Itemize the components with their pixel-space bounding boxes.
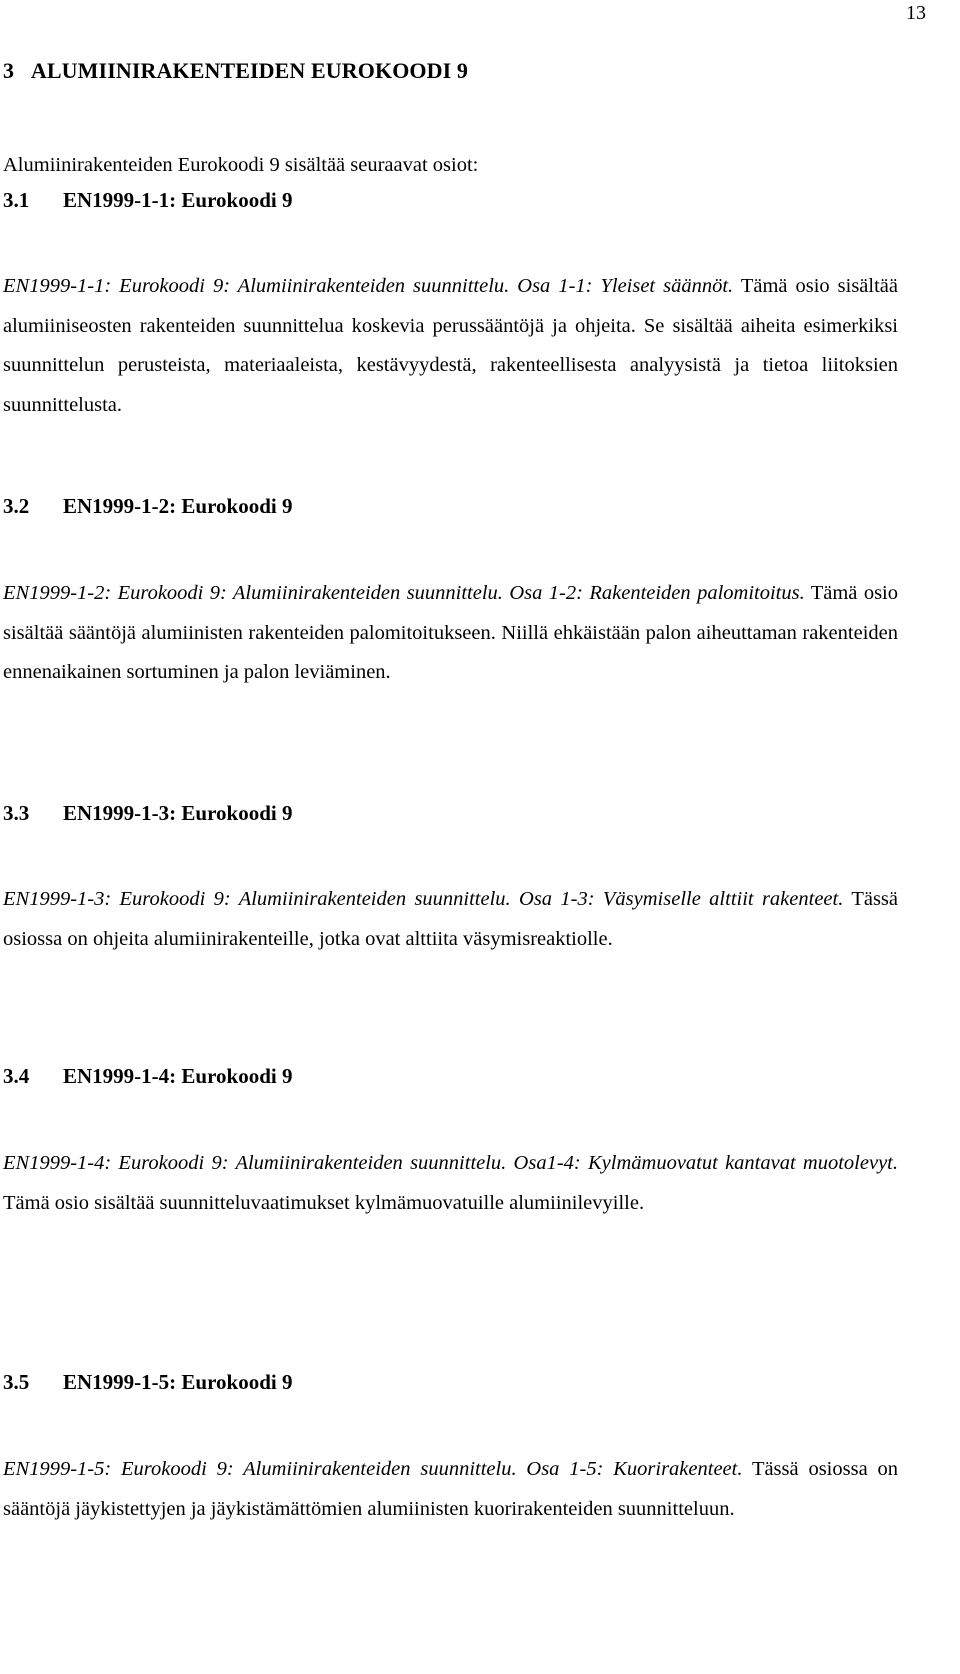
- section-heading-3-1: [3, 188, 292, 213]
- section-number: 3.5: [3, 1370, 30, 1394]
- chapter-number: 3: [3, 58, 15, 83]
- section-body-3-5: [3, 1450, 898, 1529]
- section-body-3-2: [3, 574, 898, 693]
- section-heading-text: EN1999-1-5: Eurokoodi 9: [63, 1370, 293, 1394]
- section-number: 3.4: [3, 1064, 30, 1088]
- section-number: 3.3: [3, 801, 30, 825]
- section-heading-text: EN1999-1-1: Eurokoodi 9: [63, 188, 293, 212]
- section-body-3-1: [3, 267, 898, 425]
- section-heading-text: EN1999-1-2: Eurokoodi 9: [63, 494, 293, 518]
- section-heading-3-2: [3, 494, 292, 519]
- section-number: 3.1: [3, 188, 30, 212]
- standard-title: EN1999-1-1: Eurokoodi 9: Alumiinirakenteiden suunnittelu. Osa 1-1: Yleiset säännöt.: [3, 275, 734, 297]
- standard-title: EN1999-1-4: Eurokoodi 9: Alumiinirakenteiden suunnittelu. Osa1-4: Kylmämuovatut kantavat muotolevyt.: [3, 1152, 898, 1174]
- section-description: Tässä osiossa on ohjeita alumiinirakenteille, jotka ovat alttiita väsymisreaktiolle.: [3, 888, 898, 950]
- standard-title: EN1999-1-5: Eurokoodi 9: Alumiinirakenteiden suunnittelu. Osa 1-5: Kuorirakenteet.: [3, 1458, 743, 1480]
- section-description: Tämä osio sisältää sääntöjä alumiinisten rakenteiden palomitoitukseen. Niillä ehkäistään palon aiheuttaman rakenteiden ennenaikainen sortuminen ja palon leviäminen.: [3, 582, 898, 683]
- chapter-title: [3, 58, 468, 84]
- section-heading-3-5: [3, 1370, 292, 1395]
- section-body-3-3: [3, 880, 898, 959]
- standard-title: EN1999-1-3: Eurokoodi 9: Alumiinirakenteiden suunnittelu. Osa 1-3: Väsymiselle alttiit rakenteet.: [3, 888, 844, 910]
- chapter-title-text: ALUMIINIRAKENTEIDEN EUROKOODI 9: [30, 58, 468, 83]
- section-heading-text: EN1999-1-4: Eurokoodi 9: [63, 1064, 293, 1088]
- section-description: Tämä osio sisältää alumiiniseosten rakenteiden suunnittelua koskevia perussääntöjä ja ohjeita. Se sisältää aiheita esimerkiksi suunnittelun perusteista, materiaaleista, kestävyydestä, rakenteellisesta analyysistä ja tietoa liitoksien suunnittelusta.: [3, 275, 898, 416]
- intro-paragraph: Alumiinirakenteiden Eurokoodi 9 sisältää seuraavat osiot:: [3, 154, 479, 176]
- section-description: Tämä osio sisältää suunnitteluvaatimukset kylmämuovatuille alumiinilevyille.: [3, 1191, 645, 1214]
- section-heading-3-4: [3, 1064, 292, 1089]
- section-heading-3-3: [3, 801, 292, 826]
- section-body-3-4: [3, 1144, 898, 1223]
- section-description: Tässä osiossa on sääntöjä jäykistettyjen ja jäykistämättömien alumiinisten kuorirakenteiden suunnitteluun.: [3, 1458, 898, 1520]
- page-number: 13: [906, 2, 926, 24]
- standard-title: EN1999-1-2: Eurokoodi 9: Alumiinirakenteiden suunnittelu. Osa 1-2: Rakenteiden palomitoitus.: [3, 582, 805, 604]
- section-heading-text: EN1999-1-3: Eurokoodi 9: [63, 801, 293, 825]
- section-number: 3.2: [3, 494, 30, 518]
